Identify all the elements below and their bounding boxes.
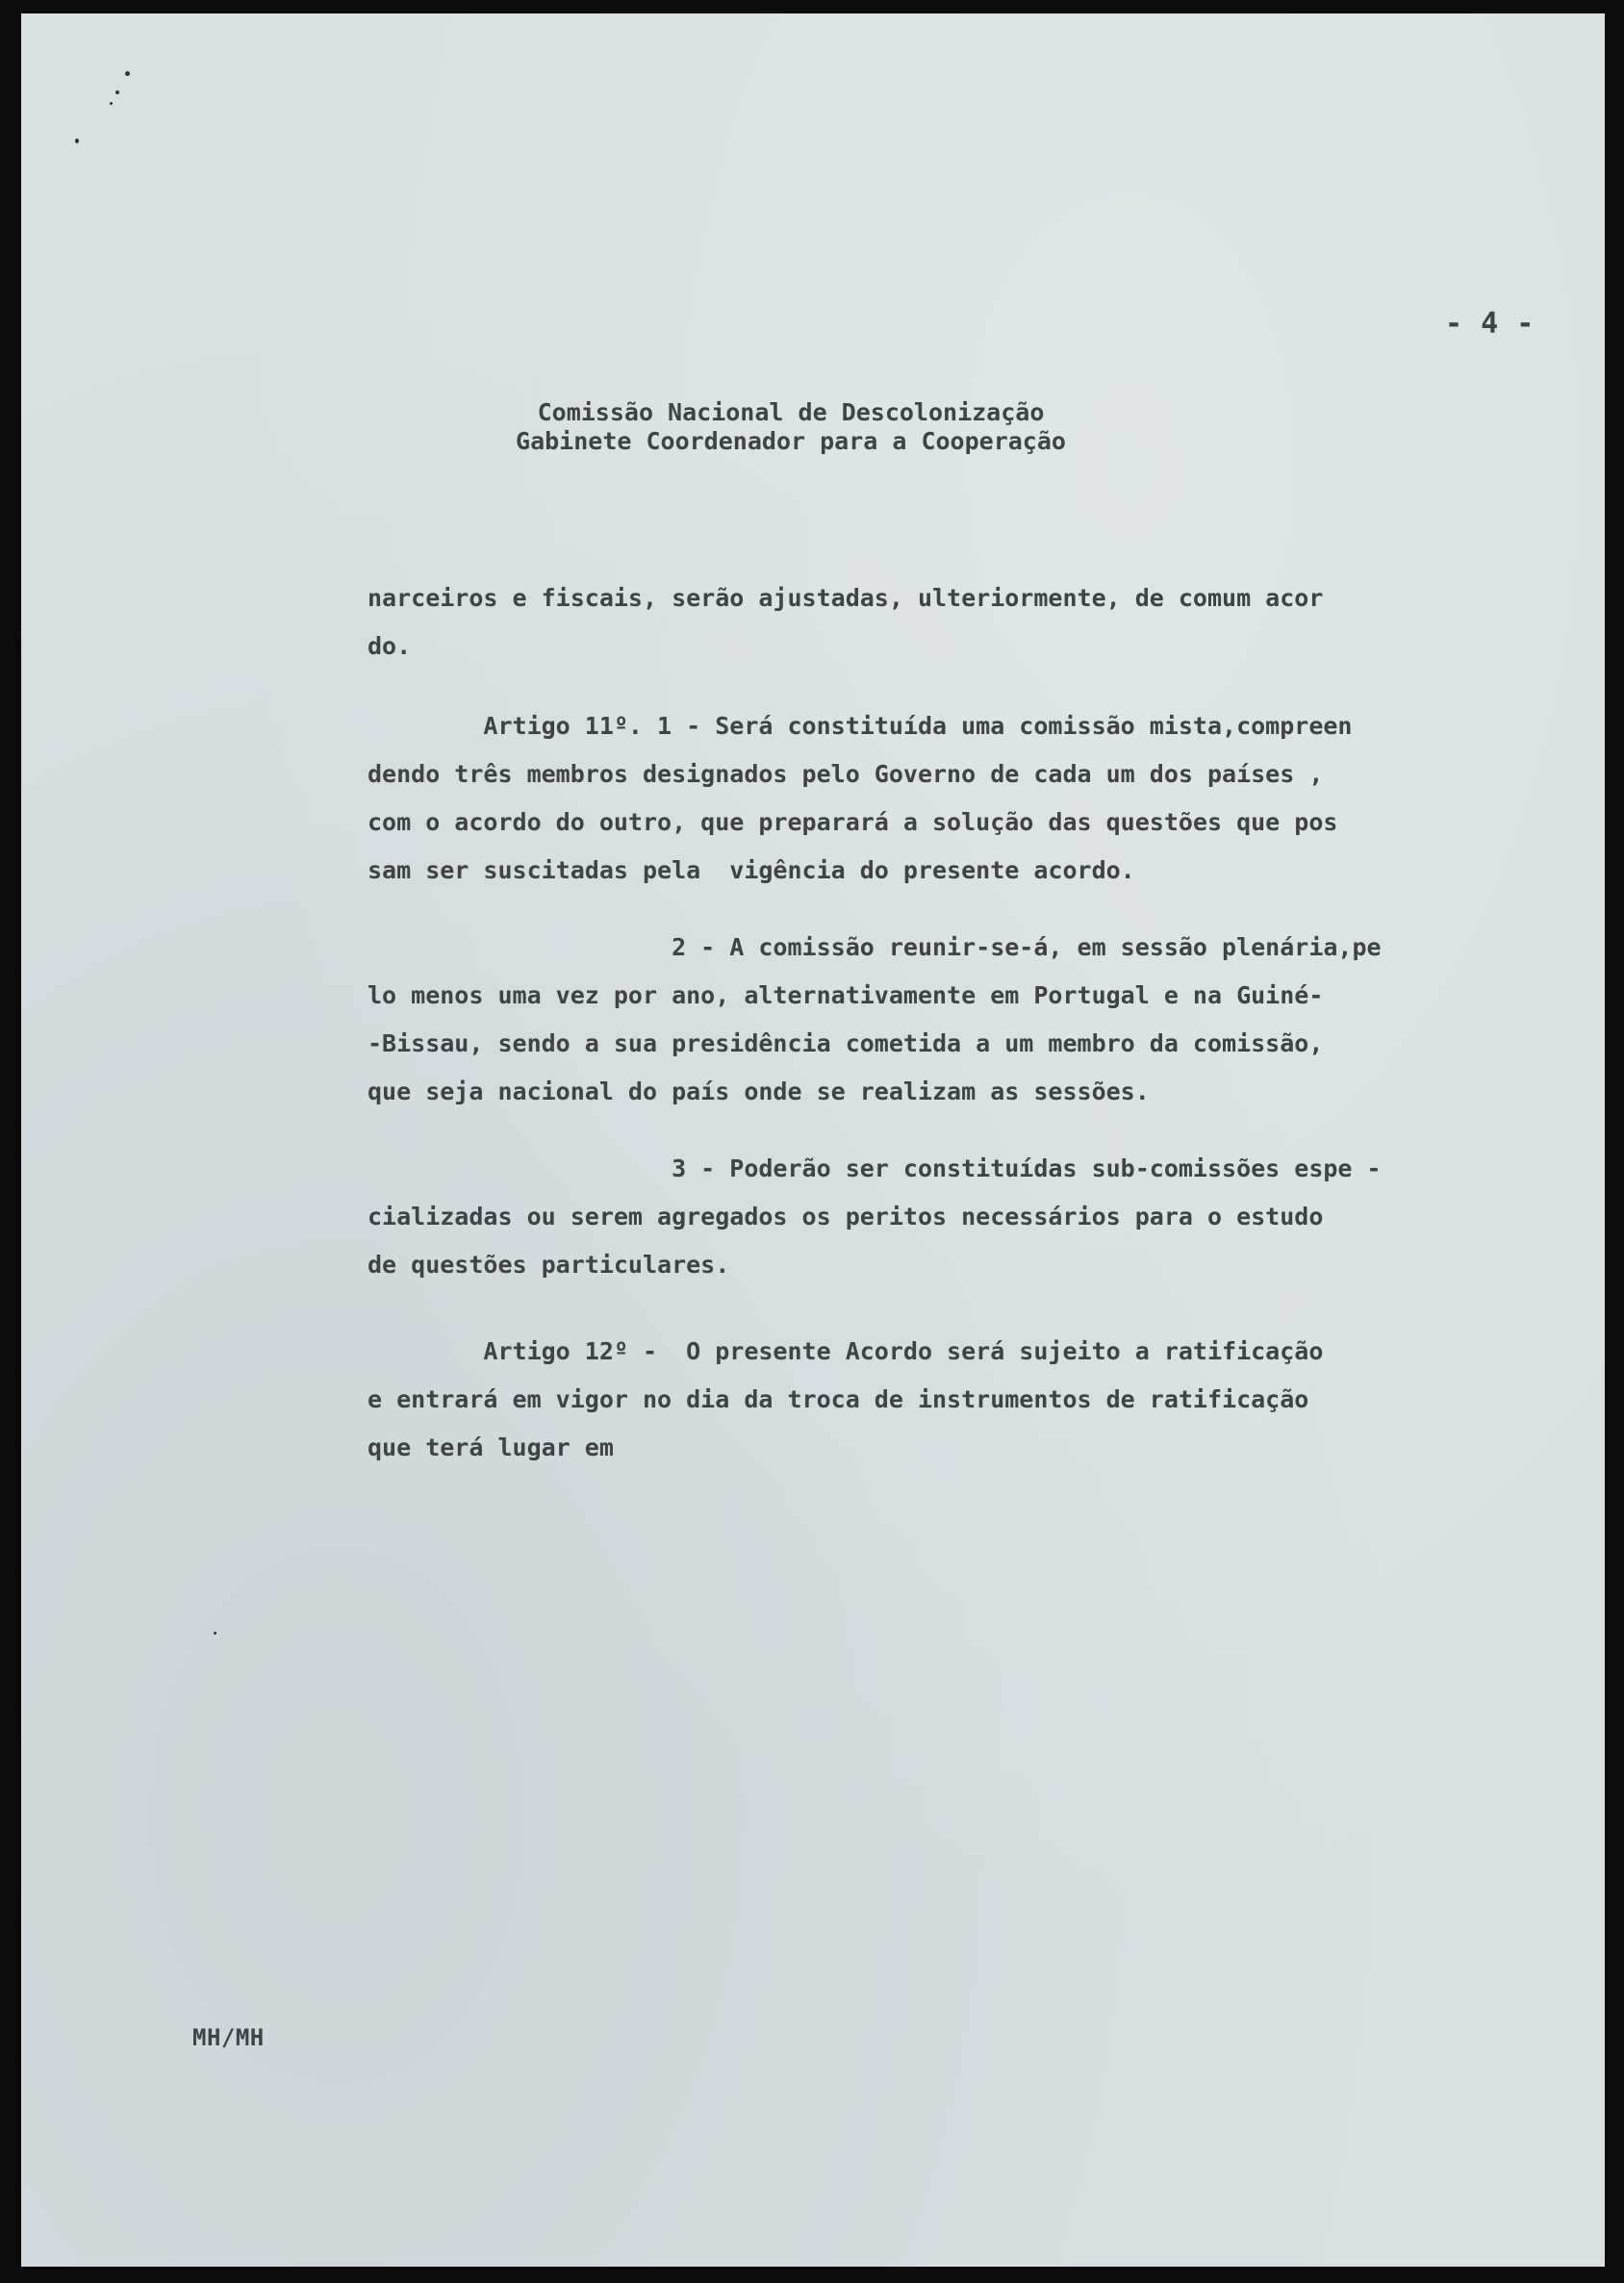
text-line: cializadas ou serem agregados os peritos necessários para o estudo	[368, 1203, 1324, 1230]
text-line: que terá lugar em	[368, 1433, 614, 1461]
text-line: 3 - Poderão ser constituídas sub-comissões espe -	[368, 1154, 1382, 1182]
text-line: -Bissau, sendo a sua presidência cometida a um membro da comissão,	[368, 1029, 1324, 1057]
text-line: Artigo 11º. 1 - Será constituída uma comissão mista,compreen	[368, 712, 1353, 740]
text-line: narceiros e fiscais, serão ajustadas, ulteriormente, de comum acor	[368, 584, 1324, 612]
page-number: - 4 -	[1445, 307, 1535, 341]
paragraph-article-11-1	[368, 702, 1541, 895]
text-line: Artigo 12º - O presente Acordo será sujeito a ratificação	[368, 1337, 1324, 1365]
ink-speck	[214, 1632, 216, 1635]
text-line: e entrará em vigor no dia da troca de instrumentos de ratificação	[368, 1385, 1309, 1413]
letterhead	[444, 398, 1137, 456]
text-line: do.	[368, 632, 412, 660]
typist-initials: MH/MH	[192, 2024, 265, 2051]
text-line: dendo três membros designados pelo Governo de cada um dos países ,	[368, 760, 1324, 788]
letterhead-line-2: Gabinete Coordenador para a Cooperação	[516, 427, 1066, 455]
ink-speck	[125, 71, 130, 76]
text-line: 2 - A comissão reunir-se-á, em sessão plenária,pe	[368, 933, 1382, 961]
text-line: que seja nacional do país onde se realizam as sessões.	[368, 1078, 1150, 1105]
paper-page	[21, 13, 1605, 2267]
text-line: sam ser suscitadas pela vigência do presente acordo.	[368, 856, 1135, 884]
text-line: lo menos uma vez por ano, alternativamente em Portugal e na Guiné-	[368, 981, 1324, 1009]
ink-speck	[110, 102, 113, 105]
ink-speck	[75, 139, 79, 143]
ink-speck	[115, 90, 119, 94]
paragraph-continuation	[368, 574, 1541, 671]
letterhead-line-1: Comissão Nacional de Descolonização	[537, 398, 1045, 426]
paragraph-article-11-3	[368, 1145, 1541, 1289]
paragraph-article-12	[368, 1328, 1541, 1472]
paragraph-article-11-2	[368, 924, 1541, 1116]
text-line: com o acordo do outro, que preparará a solução das questões que pos	[368, 808, 1338, 836]
text-line: de questões particulares.	[368, 1251, 730, 1279]
